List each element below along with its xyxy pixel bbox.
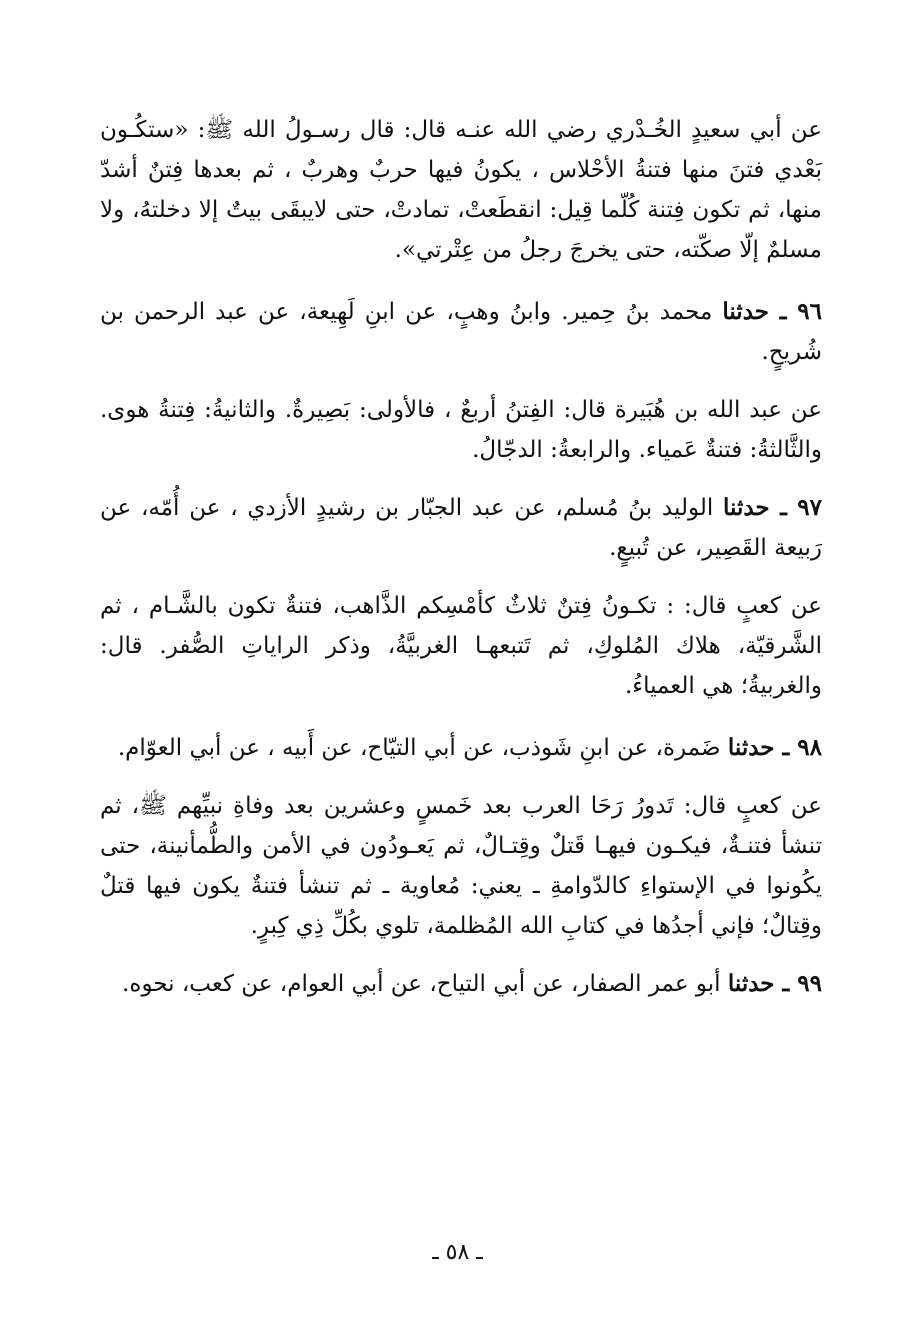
spacer (100, 372, 822, 390)
isnad-96-text: محمد بنُ حِمير. وابنُ وهبٍ، عن ابنِ لَهِيعة، عن عبد الرحمن بن شُريحٍ. (100, 299, 822, 365)
page-number: ـ ٥٨ ـ (432, 1240, 483, 1265)
paragraph-isnad-97 (100, 488, 822, 568)
spacer (100, 768, 822, 786)
hadith-number-99: ٩٩ ـ حدثنا (727, 970, 822, 997)
spacer (100, 946, 822, 964)
paragraph-isnad-98 (100, 728, 822, 768)
isnad-97-text: الوليد بنُ مُسلم، عن عبد الجبّار بن رشيدٍ الأزدي ، عن أُمّه، عن رَبيعة القَصِير، عن تُبيعٍ. (100, 495, 822, 561)
hadith-number-98: ٩٨ ـ حدثنا (727, 734, 822, 761)
paragraph-isnad-96 (100, 292, 822, 372)
spacer (100, 470, 822, 488)
paragraph-hadith-98-text: عن كعبٍ قال: تَدورُ رَحَا العرب بعد خَمسٍ وعشرين بعد وفاةِ نبيِّهم ﷺ، ثم تنشأ فتنـةٌ، فيكـون فيهـا قَتلٌ وقِتـالٌ، ثم يَعـودُون في الأمن والطُّمأنينة، حتى يكُونوا في الإستواءِ كالدّوامةِ ـ يعني: مُعاوية ـ ثم تنشأ فتنةٌ يكون فيها قتلٌ وقِتالٌ؛ فإني أجدُها في كتابِ الله المُظلمة، تلوي بكُلِّ ذِي كِبرٍ. (100, 793, 822, 939)
hadith-number-97: ٩٧ ـ حدثنا (723, 494, 822, 521)
spacer (100, 706, 822, 728)
paragraph-hadith-96-text: عن عبد الله بن هُبَيرة قال: الفِتنُ أربعٌ ، فالأولى: بَصِيرةٌ. والثانيةُ: فِتنةُ هوى. والثَّالثةُ: فتنةٌ عَمياء. والرابعةُ: الدجّالُ. (100, 397, 822, 463)
paragraph-isnad-99 (100, 964, 822, 1004)
paragraph-hadith-95-text: عن أبي سعيدٍ الخُـدْري رضي الله عنـه قال: قال رسـولُ الله ﷺ: «ستكُـون بَعْدي فتنَ منها فتنةُ الأحْلاس ، يكونُ فيها حربٌ وهربٌ ، ثم بعدها فِتنٌ أشدّ منها، ثم تكون فِتنة كُلّما قِيل: انقطَعتْ، تمادتْ، حتى لايبقَى بيتٌ إلا دخلتهُ، ولا مسلمٌ إلّا صكّته، حتى يخرجَ رجلُ من عِتْرتي». (100, 117, 822, 263)
isnad-98-text: ضَمرة، عن ابنِ شَوذب، عن أبي التيّاح، عن أَبيه ، عن أبي العوّام. (117, 735, 728, 761)
paragraph-hadith-97-text: عن كعبٍ قال: : تكـونُ فِتنٌ ثلاثٌ كأمْسِكم الذَّاهب، فتنةٌ تكون بالشَّـام ، ثم الشَّرقيّة، هلاك المُلوكِ، ثم تَتبعهـا الغربيَّةُ، وذكر الراياتِ الصُّفر. قال: والغربيةُ؛ هي العمياءُ. (100, 593, 822, 699)
isnad-99-text: أبو عمر الصفار، عن أبي التياح، عن أبي العوام، عن كعب، نحوه. (122, 971, 728, 997)
spacer (100, 270, 822, 292)
spacer (100, 568, 822, 586)
hadith-number-96: ٩٦ ـ حدثنا (722, 298, 822, 325)
page-text (100, 110, 822, 1290)
